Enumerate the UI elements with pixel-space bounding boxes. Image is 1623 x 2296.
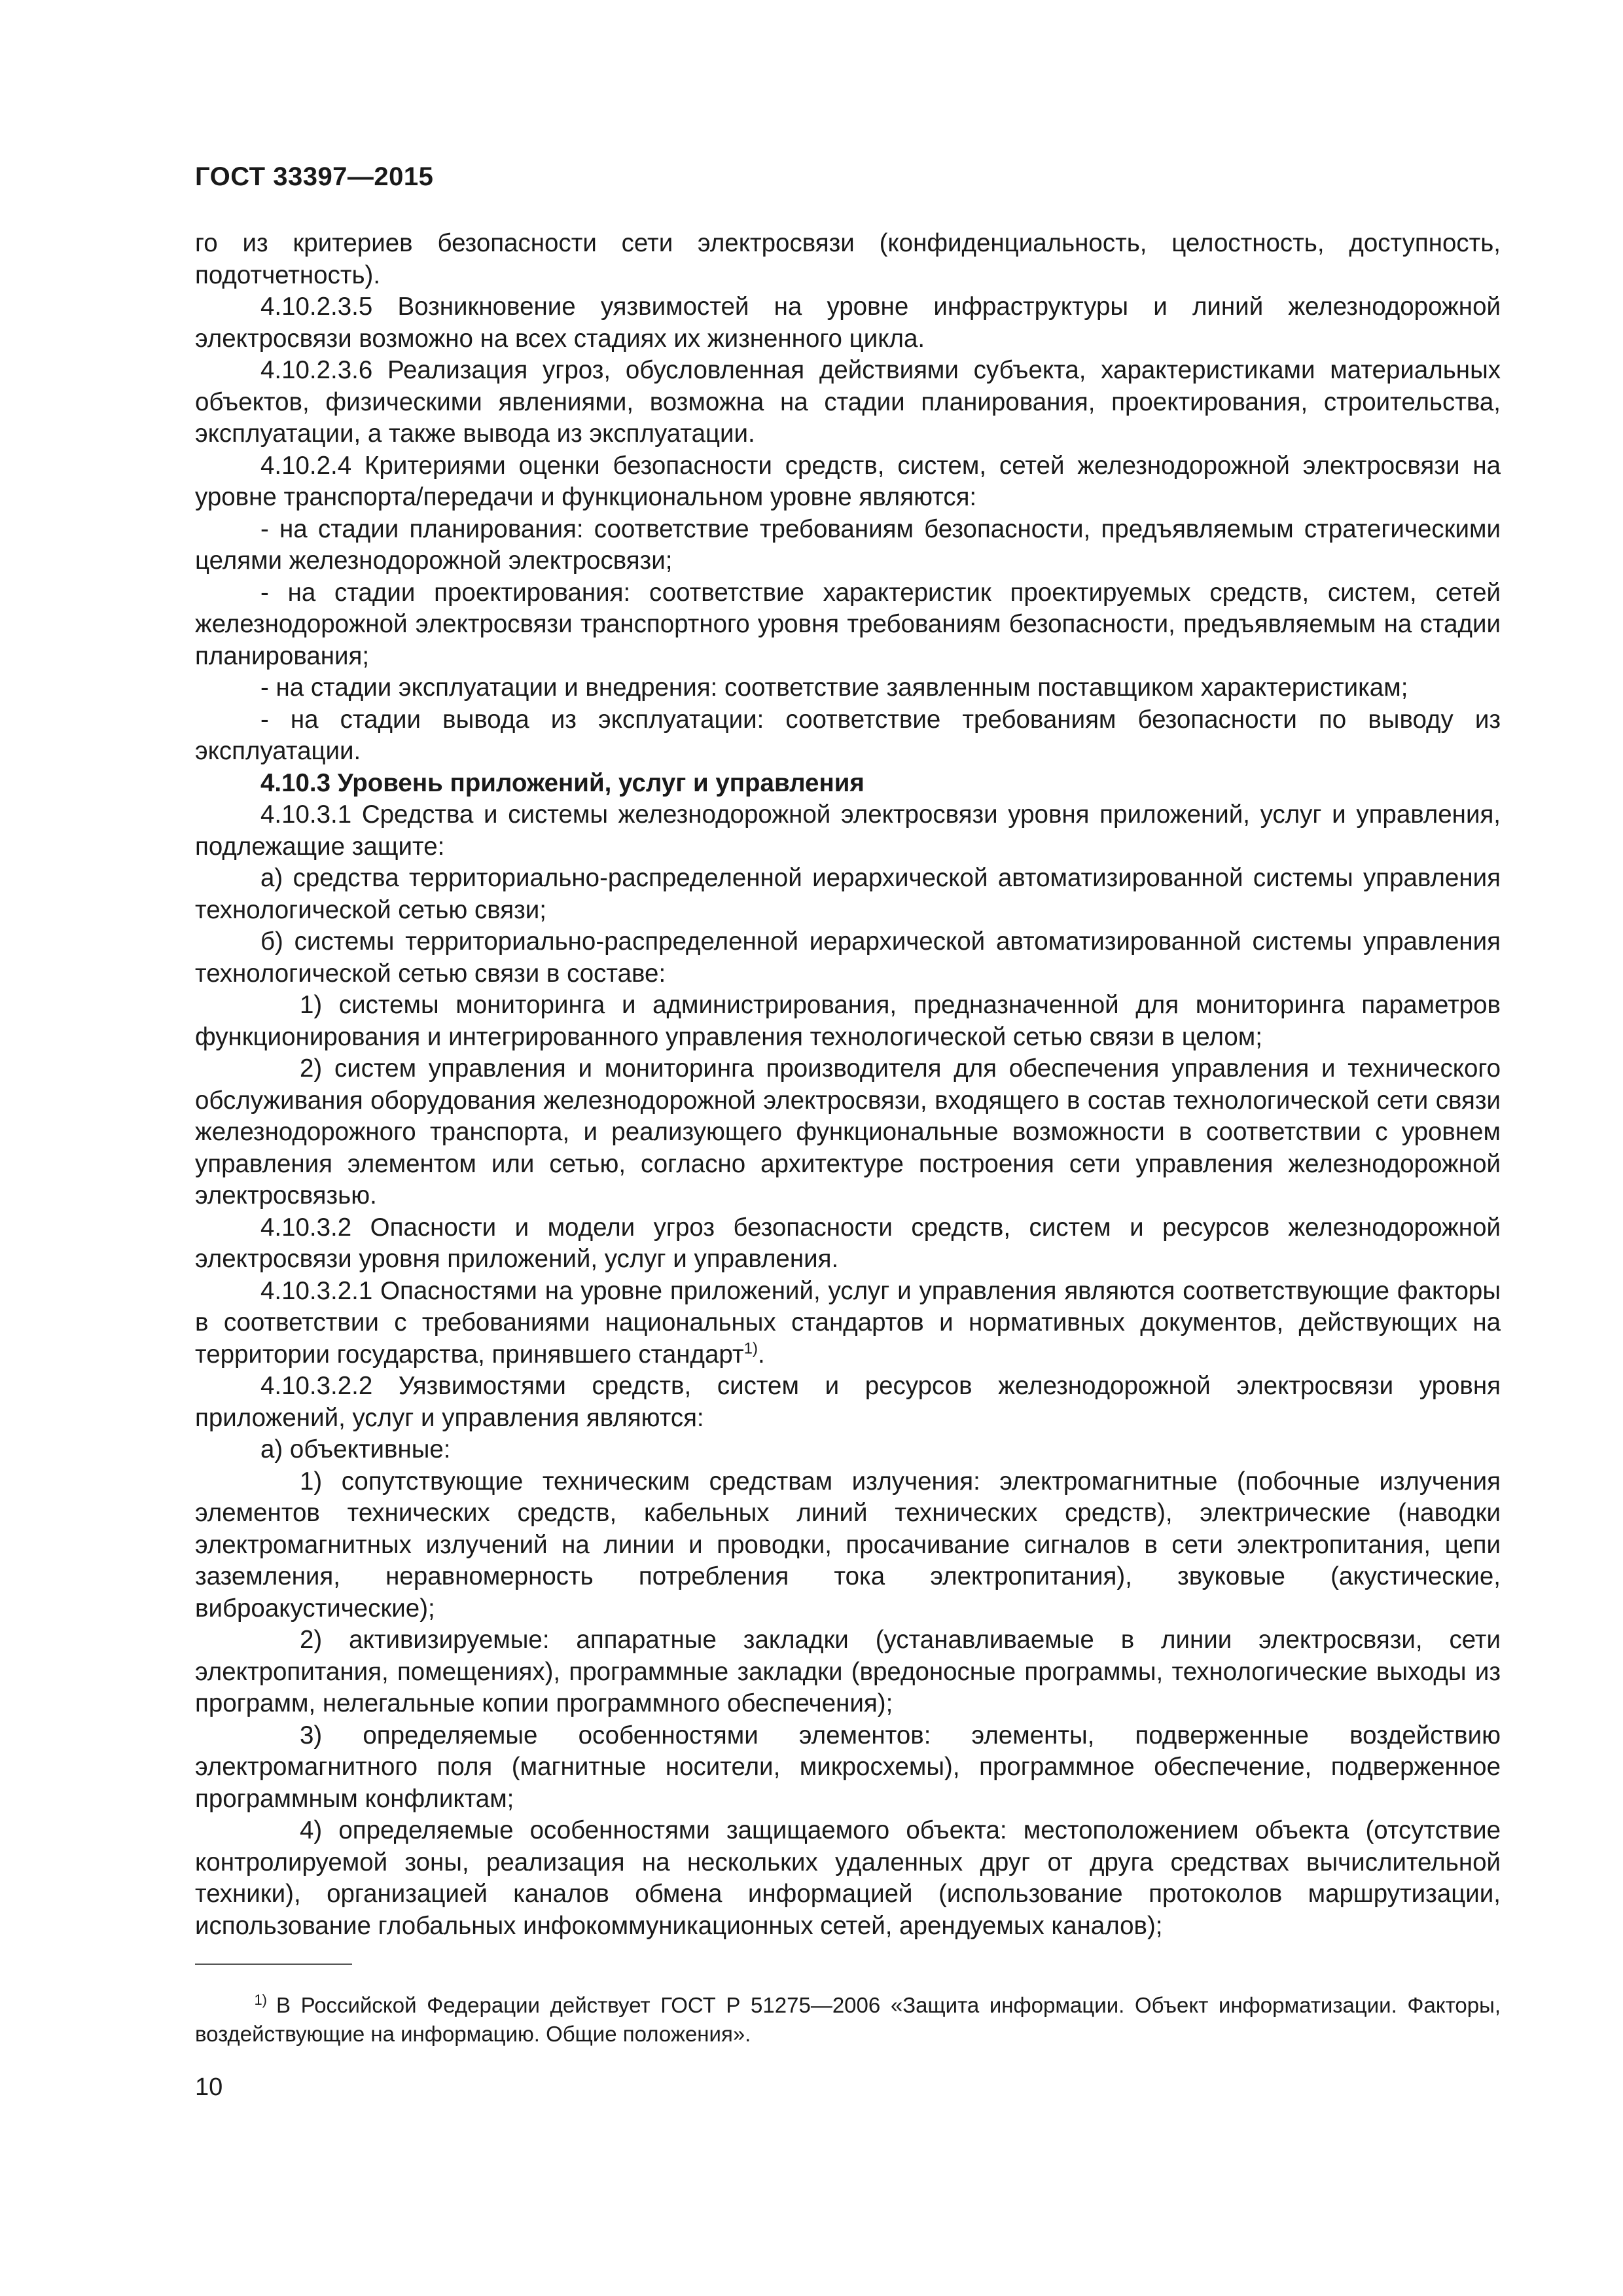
- paragraph: 4.10.2.3.6 Реализация угроз, обусловленная действиями субъекта, характеристиками материальных объектов, физическими явлениями, возможна на стадии планирования, проектирования, строительства, эксплуатации, а также вывода из эксплуатации.: [195, 356, 1501, 448]
- list-item: - на стадии эксплуатации и внедрения: соответствие заявленным поставщиком характеристикам;: [260, 673, 1408, 702]
- paragraph-text: 4.10.3.2.1 Опасностями на уровне приложений, услуг и управления являются соответствующие факторы в соответствии с требованиями национальных стандартов и нормативных документов, действующих на территории государства, принявшего стандарт: [195, 1276, 1501, 1369]
- paragraph: 4.10.2.3.5 Возникновение уязвимостей на уровне инфраструктуры и линий железнодорожной электросвязи возможно на всех стадиях их жизненного цикла.: [195, 293, 1501, 353]
- list-item: а) объективные:: [260, 1435, 451, 1463]
- page-number: 10: [195, 2073, 223, 2101]
- footnote-text: В Российской Федерации действует ГОСТ Р 51275—2006 «Защита информации. Объект информатизации. Факторы, воздействующие на информацию. Общие положения».: [195, 1993, 1501, 2046]
- paragraph-end: .: [757, 1340, 765, 1369]
- paragraph: 4.10.2.4 Критериями оценки безопасности средств, систем, сетей железнодорожной электросвязи на уровне транспорта/передачи и функциональном уровне являются:: [195, 451, 1501, 511]
- section-heading: 4.10.3 Уровень приложений, услуг и управления: [260, 768, 865, 797]
- footnote: [195, 1991, 1501, 2049]
- list-item: 4) определяемые особенностями защищаемого объекта: местоположением объекта (отсутствие контролируемой зоны, реализация на нескольких удаленных друг от друга средствах вычислительной техники), организацией каналов обмена информацией (использование протоколов маршрутизации, использование глобальных инфокоммуникационных сетей, арендуемых каналов);: [195, 1816, 1501, 1940]
- list-item: 2) систем управления и мониторинга производителя для обеспечения управления и технического обслуживания оборудования железнодорожной электросвязи, входящего в состав технологической сети связи железнодорожного транспорта, и реализующего функциональные возможности в соответствии с уровнем управления элементом или сетью, согласно архитектуре построения сети управления железнодорожной электросвязью.: [195, 1054, 1501, 1210]
- paragraph: 4.10.3.2 Опасности и модели угроз безопасности средств, систем и ресурсов железнодорожной электросвязи уровня приложений, услуг и управления.: [195, 1213, 1501, 1273]
- list-item: 1) сопутствующие техническим средствам излучения: электромагнитные (побочные излучения элементов технических средств, кабельных линий технических средств), электрические (наводки электромагнитных излучений на линии и проводки, просачивание сигналов в сети электропитания, цепи заземления, неравномерность потребления тока электропитания), звуковые (акустические, виброакустические);: [195, 1467, 1501, 1623]
- list-item: - на стадии вывода из эксплуатации: соответствие требованиям безопасности по выводу из эксплуатации.: [195, 705, 1501, 765]
- footnote-reference[interactable]: 1): [743, 1339, 758, 1357]
- standard-header: ГОСТ 33397—2015: [195, 162, 434, 191]
- footnote-divider: [195, 1964, 352, 1965]
- list-item: а) средства территориально-распределенной иерархической автоматизированной системы управления технологической сетью связи;: [195, 864, 1501, 924]
- document-body: [195, 228, 1501, 1942]
- paragraph: 4.10.3.1 Средства и системы железнодорожной электросвязи уровня приложений, услуг и управления, подлежащие защите:: [195, 800, 1501, 861]
- paragraph-with-footnote: [195, 1276, 1501, 1371]
- footnote-marker: 1): [254, 1992, 267, 2008]
- list-item: - на стадии планирования: соответствие требованиям безопасности, предъявляемым стратегическими целями железнодорожной электросвязи;: [195, 514, 1501, 575]
- list-item: 1) системы мониторинга и администрирования, предназначенной для мониторинга параметров функционирования и интегрированного управления технологической сетью связи в целом;: [195, 991, 1501, 1051]
- list-item: 2) активизируемые: аппаратные закладки (устанавливаемые в линии электросвязи, сети электропитания, помещениях), программные закладки (вредоносные программы, технологические выходы из программ, нелегальные копии программного обеспечения);: [195, 1626, 1501, 1717]
- list-item: б) системы территориально-распределенной иерархической автоматизированной системы управления технологической сетью связи в составе:: [195, 927, 1501, 988]
- paragraph: го из критериев безопасности сети электросвязи (конфиденциальность, целостность, доступность, подотчетность).: [195, 229, 1501, 289]
- list-item: - на стадии проектирования: соответствие характеристик проектируемых средств, систем, сетей железнодорожной электросвязи транспортного уровня требованиям безопасности, предъявляемым на стадии планирования;: [195, 578, 1501, 670]
- list-item: 3) определяемые особенностями элементов: элементы, подверженные воздействию электромагнитного поля (магнитные носители, микросхемы), программное обеспечение, подверженное программным конфликтам;: [195, 1721, 1501, 1813]
- paragraph: 4.10.3.2.2 Уязвимостями средств, систем и ресурсов железнодорожной электросвязи уровня приложений, услуг и управления являются:: [195, 1372, 1501, 1432]
